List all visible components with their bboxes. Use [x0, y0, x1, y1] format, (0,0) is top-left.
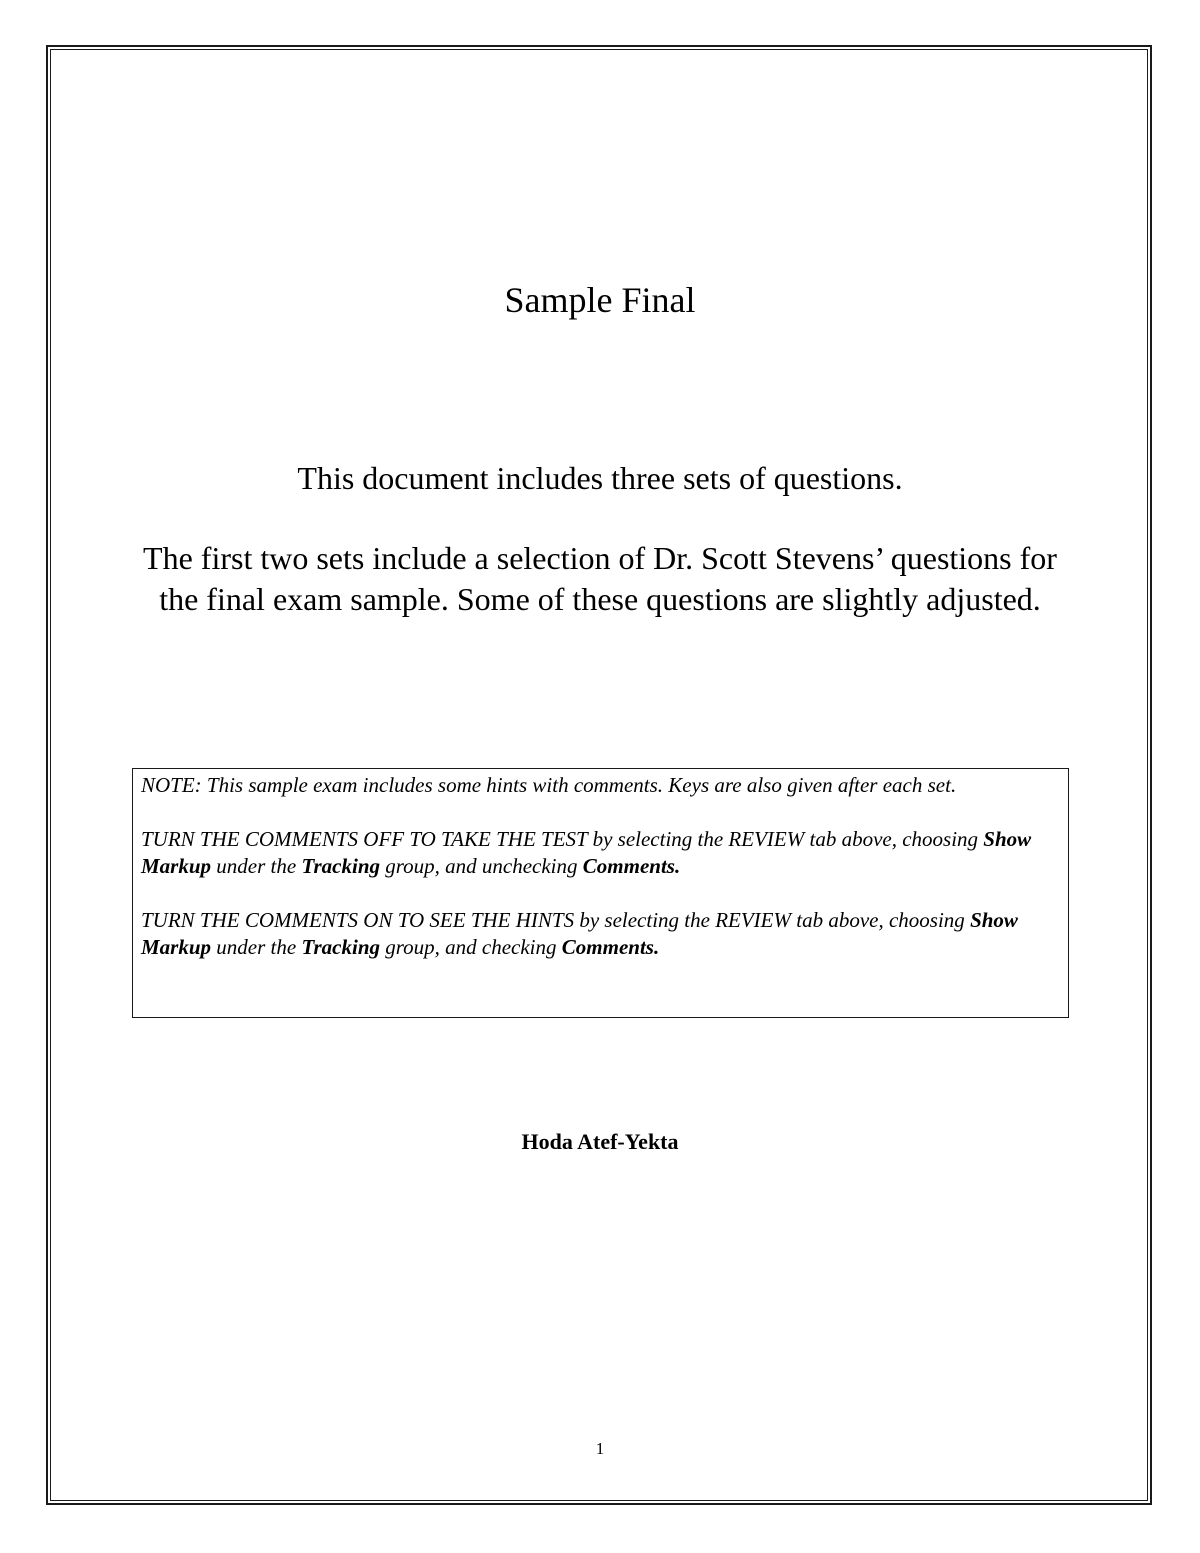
note-2-tracking: Tracking	[301, 854, 380, 878]
author-name: Hoda Atef-Yekta	[521, 1129, 679, 1154]
intro-line-2: The first two sets include a selection of Dr. Scott Stevens’ questions for the final exam sample. Some of these questions are slightly adjusted.	[143, 540, 1057, 617]
note-2-comments: Comments.	[582, 854, 681, 878]
note-paragraph-3	[141, 907, 1060, 961]
note-2-text-3: group, and unchecking	[380, 854, 583, 878]
note-3-show-markup: Show Markup	[141, 908, 1018, 959]
note-3-text-2: under the	[211, 935, 302, 959]
note-paragraph-2	[141, 826, 1060, 880]
note-3-comments: Comments.	[561, 935, 660, 959]
note-paragraph-1: NOTE: This sample exam includes some hints with comments. Keys are also given after each set.	[141, 773, 957, 797]
note-2-text-1: TURN THE COMMENTS OFF TO TAKE THE TEST by selecting the REVIEW tab above, choosing	[141, 827, 984, 851]
note-3-text-1: TURN THE COMMENTS ON TO SEE THE HINTS by selecting the REVIEW tab above, choosing	[141, 908, 971, 932]
note-2-text-2: under the	[211, 854, 302, 878]
intro-line-1: This document includes three sets of questions.	[297, 460, 903, 496]
document-title: Sample Final	[504, 280, 696, 320]
note-2-show-markup: Show Markup	[141, 827, 1032, 878]
note-box	[132, 768, 1069, 1018]
page-number: 1	[595, 1439, 605, 1458]
note-3-tracking: Tracking	[301, 935, 380, 959]
note-3-text-3: group, and checking	[380, 935, 562, 959]
